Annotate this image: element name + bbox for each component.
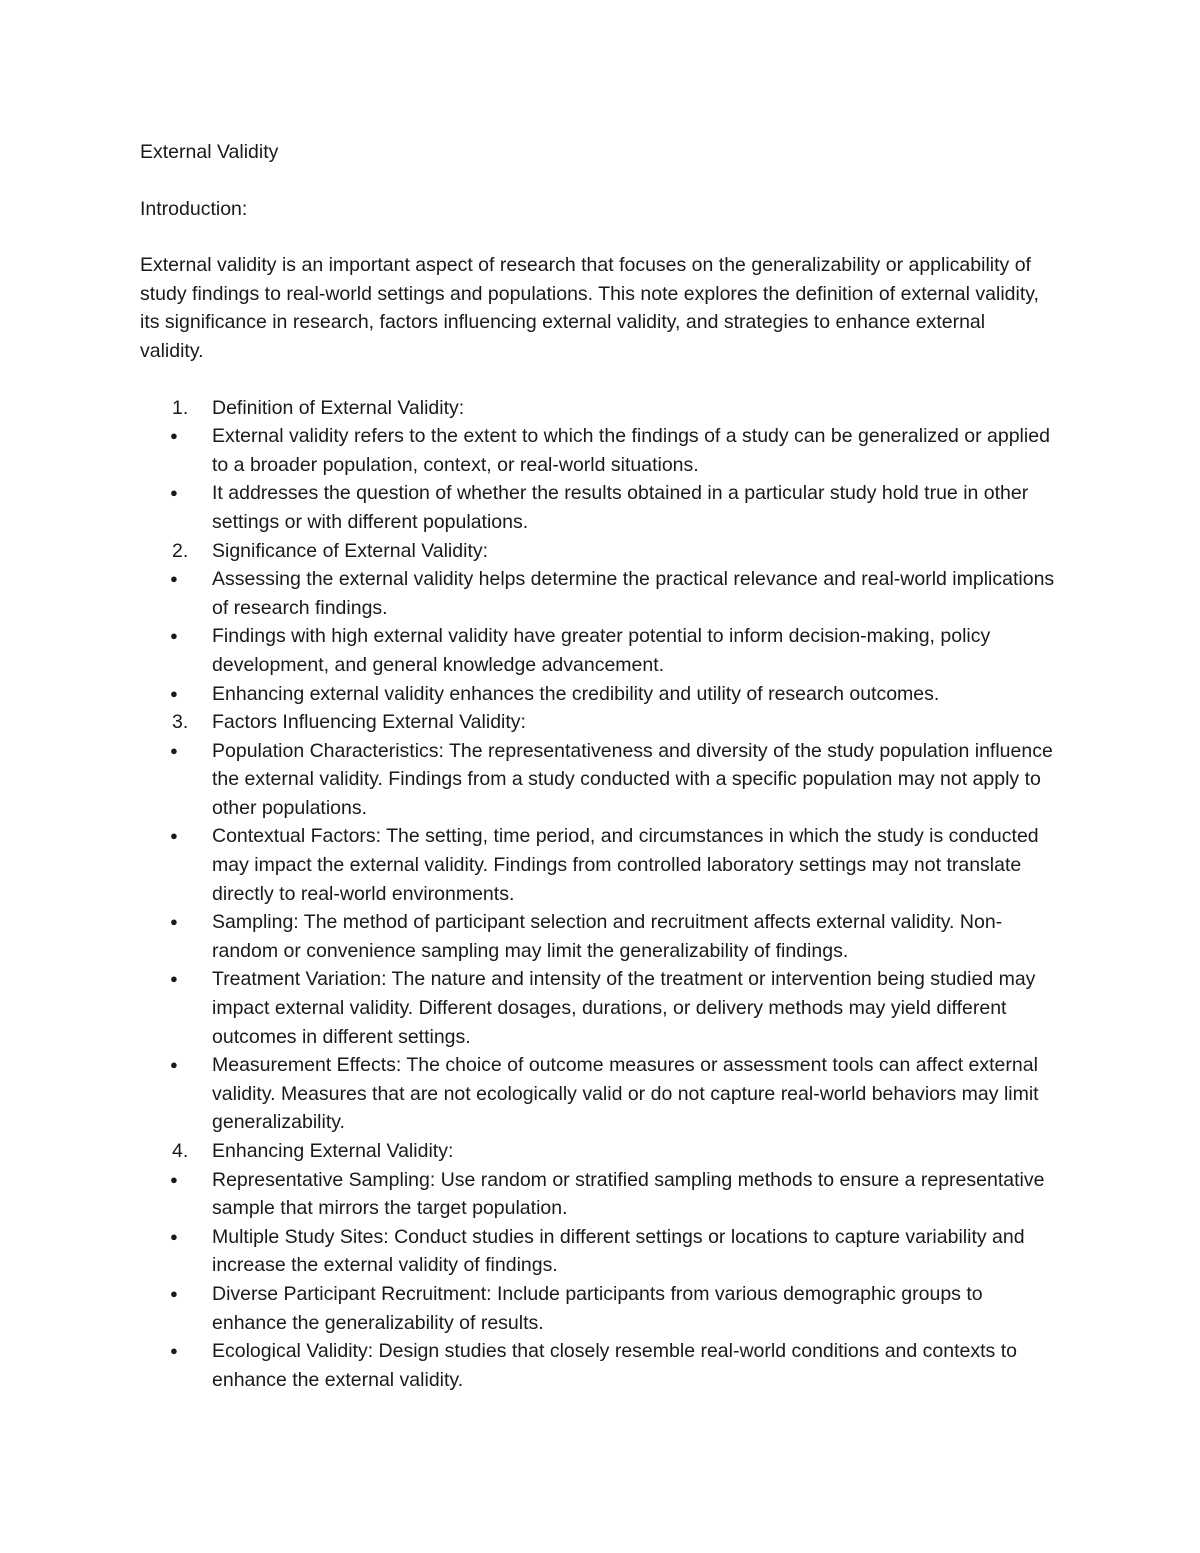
- bullet-icon: ●: [170, 1285, 178, 1301]
- bullet-icon: ●: [170, 828, 178, 844]
- section-heading-text: Significance of External Validity:: [212, 539, 489, 562]
- list-item-text: Measurement Effects: The choice of outcome measures or assessment tools can affect external validity. Measures that are not ecologically valid or do not capture real-world behaviors may limit generalizability.: [212, 1054, 1039, 1134]
- list-item-text: Diverse Participant Recruitment: Include participants from various demographic groups to enhance the generalizability of results.: [212, 1282, 983, 1334]
- list-item-text: Representative Sampling: Use random or stratified sampling methods to ensure a representative sample that mirrors the target population.: [212, 1168, 1045, 1220]
- list-item: [140, 1051, 1060, 1137]
- list-item: [140, 1166, 1060, 1223]
- list-item-text: Sampling: The method of participant selection and recruitment affects external validity. Non-random or convenience sampling may limit the generalizability of findings.: [212, 911, 1003, 962]
- section-heading-text: Definition of External Validity:: [212, 396, 465, 419]
- list-item: [140, 565, 1060, 622]
- list-item-text: Findings with high external validity have greater potential to inform decision-making, policy development, and general knowledge advancement.: [212, 625, 991, 676]
- list-item-text: External validity refers to the extent to which the findings of a study can be generalized or applied to a broader population, context, or real-world situations.: [212, 425, 1050, 476]
- list-item: [140, 737, 1060, 823]
- bullet-icon: ●: [170, 428, 178, 444]
- bullet-icon: ●: [170, 1057, 178, 1073]
- section-number: 2.: [172, 539, 189, 562]
- list-item: [140, 422, 1060, 479]
- bullet-icon: ●: [170, 1171, 178, 1187]
- list-item: [140, 680, 1060, 709]
- bullet-icon: ●: [170, 628, 178, 644]
- bullet-icon: ●: [170, 485, 178, 501]
- list-item-text: Contextual Factors: The setting, time period, and circumstances in which the study is conducted may impact the external validity. Findings from controlled laboratory settings may not translate directly to real-world environments.: [212, 825, 1039, 905]
- bullet-icon: ●: [170, 914, 178, 930]
- list-item: [140, 1280, 1060, 1337]
- list-item: [140, 908, 1060, 965]
- list-item-text: Enhancing external validity enhances the credibility and utility of research outcomes.: [212, 682, 940, 705]
- document-title: External Validity: [140, 141, 279, 163]
- list-item-text: Assessing the external validity helps determine the practical relevance and real-world implications of research findings.: [212, 568, 1055, 619]
- bullet-icon: ●: [170, 1343, 178, 1359]
- document-page: [140, 138, 1060, 1394]
- list-item: [140, 1223, 1060, 1280]
- list-item: [140, 965, 1060, 1051]
- list-item: [140, 479, 1060, 536]
- bullet-icon: ●: [170, 571, 178, 587]
- list-item: [140, 622, 1060, 679]
- bullet-icon: ●: [170, 971, 178, 987]
- section-heading: [140, 394, 1060, 423]
- list-item: [140, 1337, 1060, 1394]
- section-number: 1.: [172, 396, 189, 419]
- list-item-text: Ecological Validity: Design studies that closely resemble real-world conditions and contexts to enhance the external validity.: [212, 1340, 1017, 1391]
- section-heading: [140, 1137, 1060, 1166]
- section-number: 3.: [172, 711, 189, 734]
- section-heading: [140, 708, 1060, 737]
- list-item-text: Treatment Variation: The nature and intensity of the treatment or intervention being studied may impact external validity. Different dosages, durations, or delivery methods may yield different outcomes in different settings.: [212, 968, 1036, 1048]
- bullet-icon: ●: [170, 685, 178, 701]
- outline-list: [140, 394, 1060, 1395]
- section-heading-text: Enhancing External Validity:: [212, 1140, 454, 1162]
- list-item-text: It addresses the question of whether the results obtained in a particular study hold true in other settings or with different populations.: [212, 482, 1029, 533]
- list-item: [140, 822, 1060, 908]
- intro-label: Introduction:: [140, 197, 248, 220]
- intro-paragraph: External validity is an important aspect of research that focuses on the generalizability or applicability of study findings to real-world settings and populations. This note explores the definition of external validity, its significance in research, factors influencing external validity, and strategies to enhance external validity.: [140, 254, 1039, 362]
- bullet-icon: ●: [170, 742, 178, 758]
- list-item-text: Population Characteristics: The representativeness and diversity of the study population influence the external validity. Findings from a study conducted with a specific population may not apply to other populations.: [212, 739, 1053, 819]
- bullet-icon: ●: [170, 1228, 178, 1244]
- section-heading-text: Factors Influencing External Validity:: [212, 711, 526, 734]
- section-number: 4.: [172, 1140, 189, 1162]
- list-item-text: Multiple Study Sites: Conduct studies in different settings or locations to capture variability and increase the external validity of findings.: [212, 1225, 1025, 1277]
- section-heading: [140, 537, 1060, 566]
